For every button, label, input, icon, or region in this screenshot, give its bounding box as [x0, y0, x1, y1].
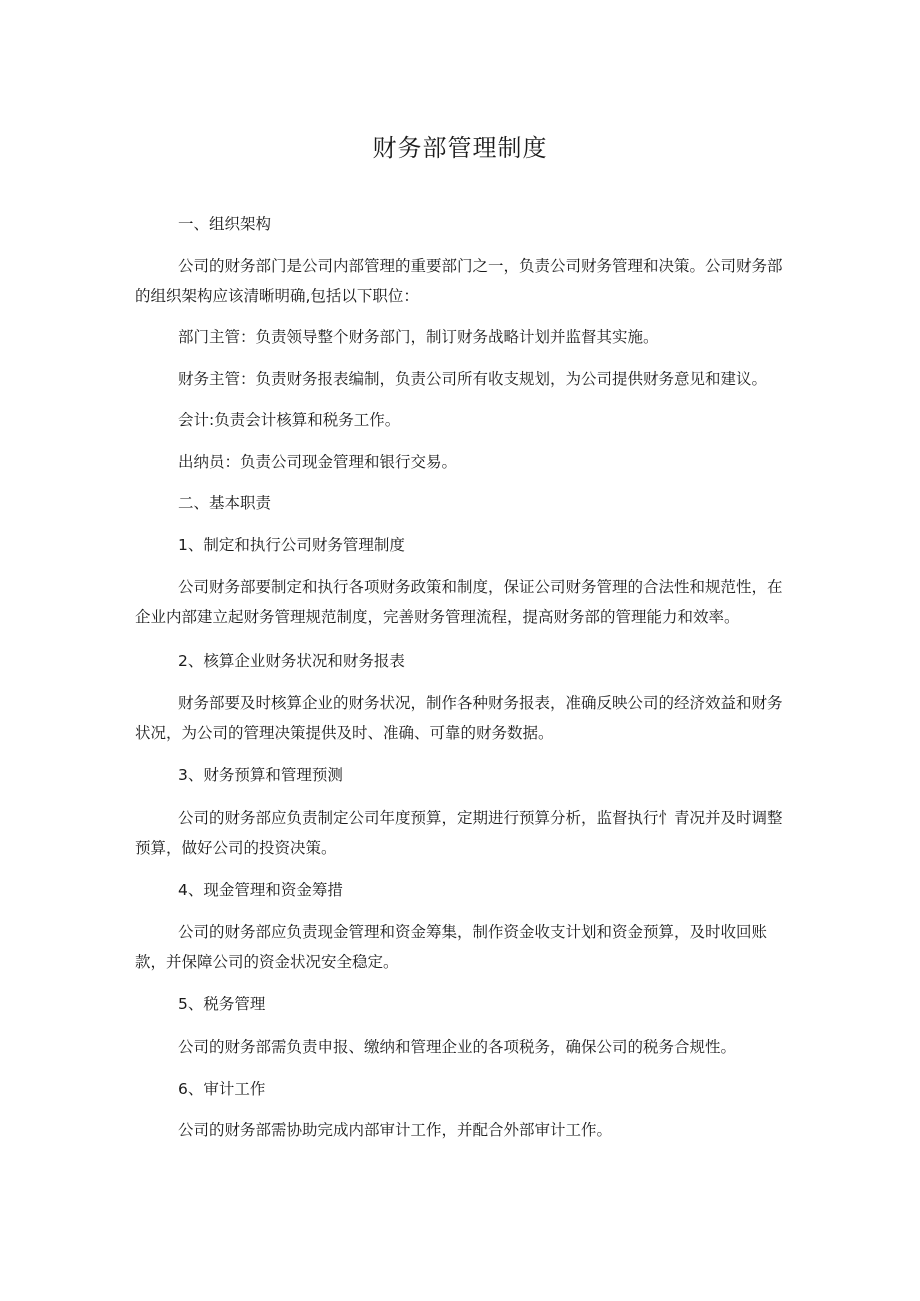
paragraph-line: 预算，做好公司的投资决策。 [135, 839, 337, 857]
paragraph-line: 公司的财务部应负责现金管理和资金筹集，制作资金收支计划和资金预算，及时收回账 [178, 923, 768, 941]
subheading-5: 5、税务管理 [178, 995, 266, 1013]
paragraph-line: 公司的财务部需负责申报、缴纳和管理企业的各项税务，确保公司的税务合规性。 [178, 1038, 737, 1056]
position-item-cashier: 出纳员：负责公司现金管理和银行交易。 [178, 453, 458, 471]
paragraph-line: 公司的财务部需协助完成内部审计工作，并配合外部审计工作。 [178, 1121, 613, 1139]
paragraph-line: 财务部要及时核算企业的财务状况，制作各种财务报表，准确反映公司的经济效益和财务 [178, 694, 783, 712]
paragraph-line: 公司的财务部应负责制定公司年度预算，定期进行预算分析，监督执行忄青况并及时调整 [178, 809, 783, 827]
paragraph-line: 公司的财务部门是公司内部管理的重要部门之一，负责公司财务管理和决策。公司财务部 [178, 257, 783, 275]
subheading-1: 1、制定和执行公司财务管理制度 [178, 536, 405, 554]
section-heading-organization: 一、组织架构 [178, 215, 272, 233]
position-item-accountant: 会计:负责会计核算和税务工作。 [178, 411, 401, 429]
subheading-3: 3、财务预算和管理预测 [178, 766, 343, 784]
paragraph-line: 公司财务部要制定和执行各项财务政策和制度，保证公司财务管理的合法性和规范性，在 [178, 578, 783, 596]
subheading-4: 4、现金管理和资金筹措 [178, 881, 343, 899]
paragraph-line: 状况，为公司的管理决策提供及时、准确、可靠的财务数据。 [135, 724, 554, 742]
subheading-2: 2、核算企业财务状况和财务报表 [178, 652, 405, 670]
section-heading-duties: 二、基本职责 [178, 494, 272, 512]
subheading-6: 6、审计工作 [178, 1080, 266, 1098]
paragraph-line: 款，并保障公司的资金状况安全稳定。 [135, 953, 399, 971]
position-item-finance-supervisor: 财务主管：负责财务报表编制，负责公司所有收支规划，为公司提供财务意见和建议。 [178, 370, 768, 388]
position-item-department-head: 部门主管：负责领导整个财务部门，制订财务战略计划并监督其实施。 [178, 328, 659, 346]
paragraph-line: 的组织架构应该清晰明确,包括以下职位： [135, 287, 419, 305]
document-title: 财务部管理制度 [372, 134, 548, 162]
paragraph-line: 企业内部建立起财务管理规范制度，完善财务管理流程，提高财务部的管理能力和效率。 [135, 608, 740, 626]
